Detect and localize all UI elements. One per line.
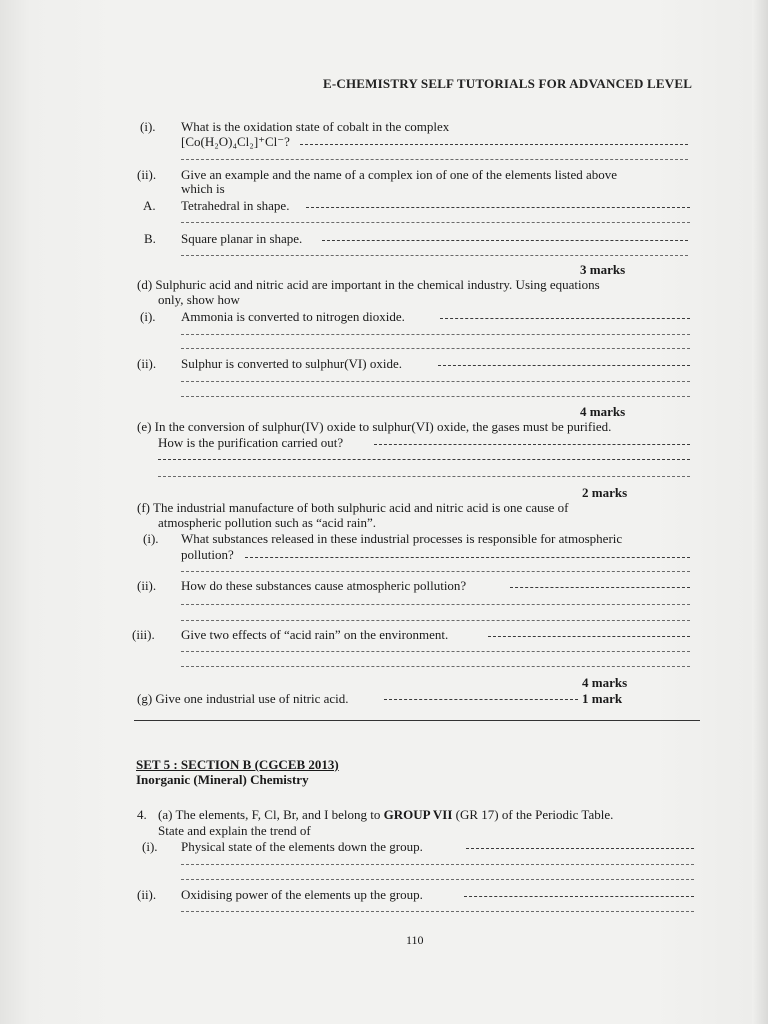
marks-label: 4 marks [580,404,626,419]
answer-line [181,159,688,160]
answer-line [384,699,578,700]
answer-line [464,896,694,897]
answer-line [181,255,688,256]
question-text: State and explain the trend of [158,823,311,838]
section-subtitle: Inorganic (Mineral) Chemistry [136,772,309,787]
answer-line [488,636,690,637]
answer-line [181,879,694,880]
answer-line [300,144,688,145]
marks-label: 4 marks [582,675,628,690]
answer-line [181,396,690,397]
question-number: (i). [140,119,156,134]
question-text: Square planar in shape. [181,231,303,246]
marks-label: 1 mark [582,691,623,706]
question-text: How is the purification carried out? [158,435,344,450]
question-number: A. [143,198,156,213]
question-text: atmospheric pollution such as “acid rain”. [158,515,377,530]
answer-line [181,571,690,572]
question-text: (a) The elements, F, Cl, Br, and I belong to GROUP VII (GR 17) of the Periodic Table. [158,807,614,822]
question-text: What is the oxidation state of cobalt in the complex [181,119,450,134]
answer-line [181,666,690,667]
question-text: (g) Give one industrial use of nitric acid. [137,691,349,706]
question-number: 4. [137,807,147,822]
question-text: [Co(H₂O)₄Cl₂]⁺Cl⁻? [181,134,290,149]
question-number: (ii). [137,578,157,593]
answer-line [181,604,690,605]
question-number: (iii). [132,627,155,642]
answer-line [374,444,690,445]
answer-line [181,911,694,912]
answer-line [158,476,690,477]
scan-edge [752,0,768,1024]
answer-line [440,318,690,319]
question-number: (ii). [137,356,157,371]
answer-line [466,848,694,849]
answer-line [438,365,690,366]
answer-line [245,557,690,558]
marks-label: 2 marks [582,485,628,500]
answer-line [181,222,690,223]
question-text: Oxidising power of the elements up the group. [181,887,423,902]
question-text: Give an example and the name of a complex ion of one of the elements listed above [181,167,618,182]
question-text: Ammonia is converted to nitrogen dioxide. [181,309,405,324]
question-text: How do these substances cause atmospheric pollution? [181,578,467,593]
question-text: only, show how [158,292,240,307]
question-text: What substances released in these industrial processes is responsible for atmospheric [181,531,623,546]
question-number: (i). [140,309,156,324]
question-number: B. [144,231,156,246]
answer-line [510,587,690,588]
question-text: (f) The industrial manufacture of both sulphuric acid and nitric acid is one cause of [137,500,569,515]
question-text: pollution? [181,547,234,562]
question-text: (d) Sulphuric acid and nitric acid are important in the chemical industry. Using equations [137,277,600,292]
answer-line [306,207,690,208]
question-number: (i). [143,531,159,546]
section-title: SET 5 : SECTION B (CGCEB 2013) [136,757,339,772]
answer-line [322,240,688,241]
question-text: Sulphur is converted to sulphur(VI) oxide. [181,356,402,371]
answer-line [181,348,690,349]
answer-line [181,651,690,652]
answer-line [181,620,690,621]
question-number: (i). [142,839,158,854]
question-number: (ii). [137,887,157,902]
running-header: E-CHEMISTRY SELF TUTORIALS FOR ADVANCED LEVEL [323,76,693,91]
question-number: (ii). [137,167,157,182]
section-divider [134,720,700,721]
marks-label: 3 marks [580,262,626,277]
question-text: which is [181,181,225,196]
question-text: Physical state of the elements down the group. [181,839,423,854]
question-text: Tetrahedral in shape. [181,198,290,213]
question-text: (e) In the conversion of sulphur(IV) oxide to sulphur(VI) oxide, the gases must be purified. [137,419,612,434]
answer-line [181,381,690,382]
answer-line [181,864,694,865]
answer-line [181,334,690,335]
page-number: 110 [406,933,424,947]
answer-line [158,459,690,460]
question-text: Give two effects of “acid rain” on the environment. [181,627,449,642]
